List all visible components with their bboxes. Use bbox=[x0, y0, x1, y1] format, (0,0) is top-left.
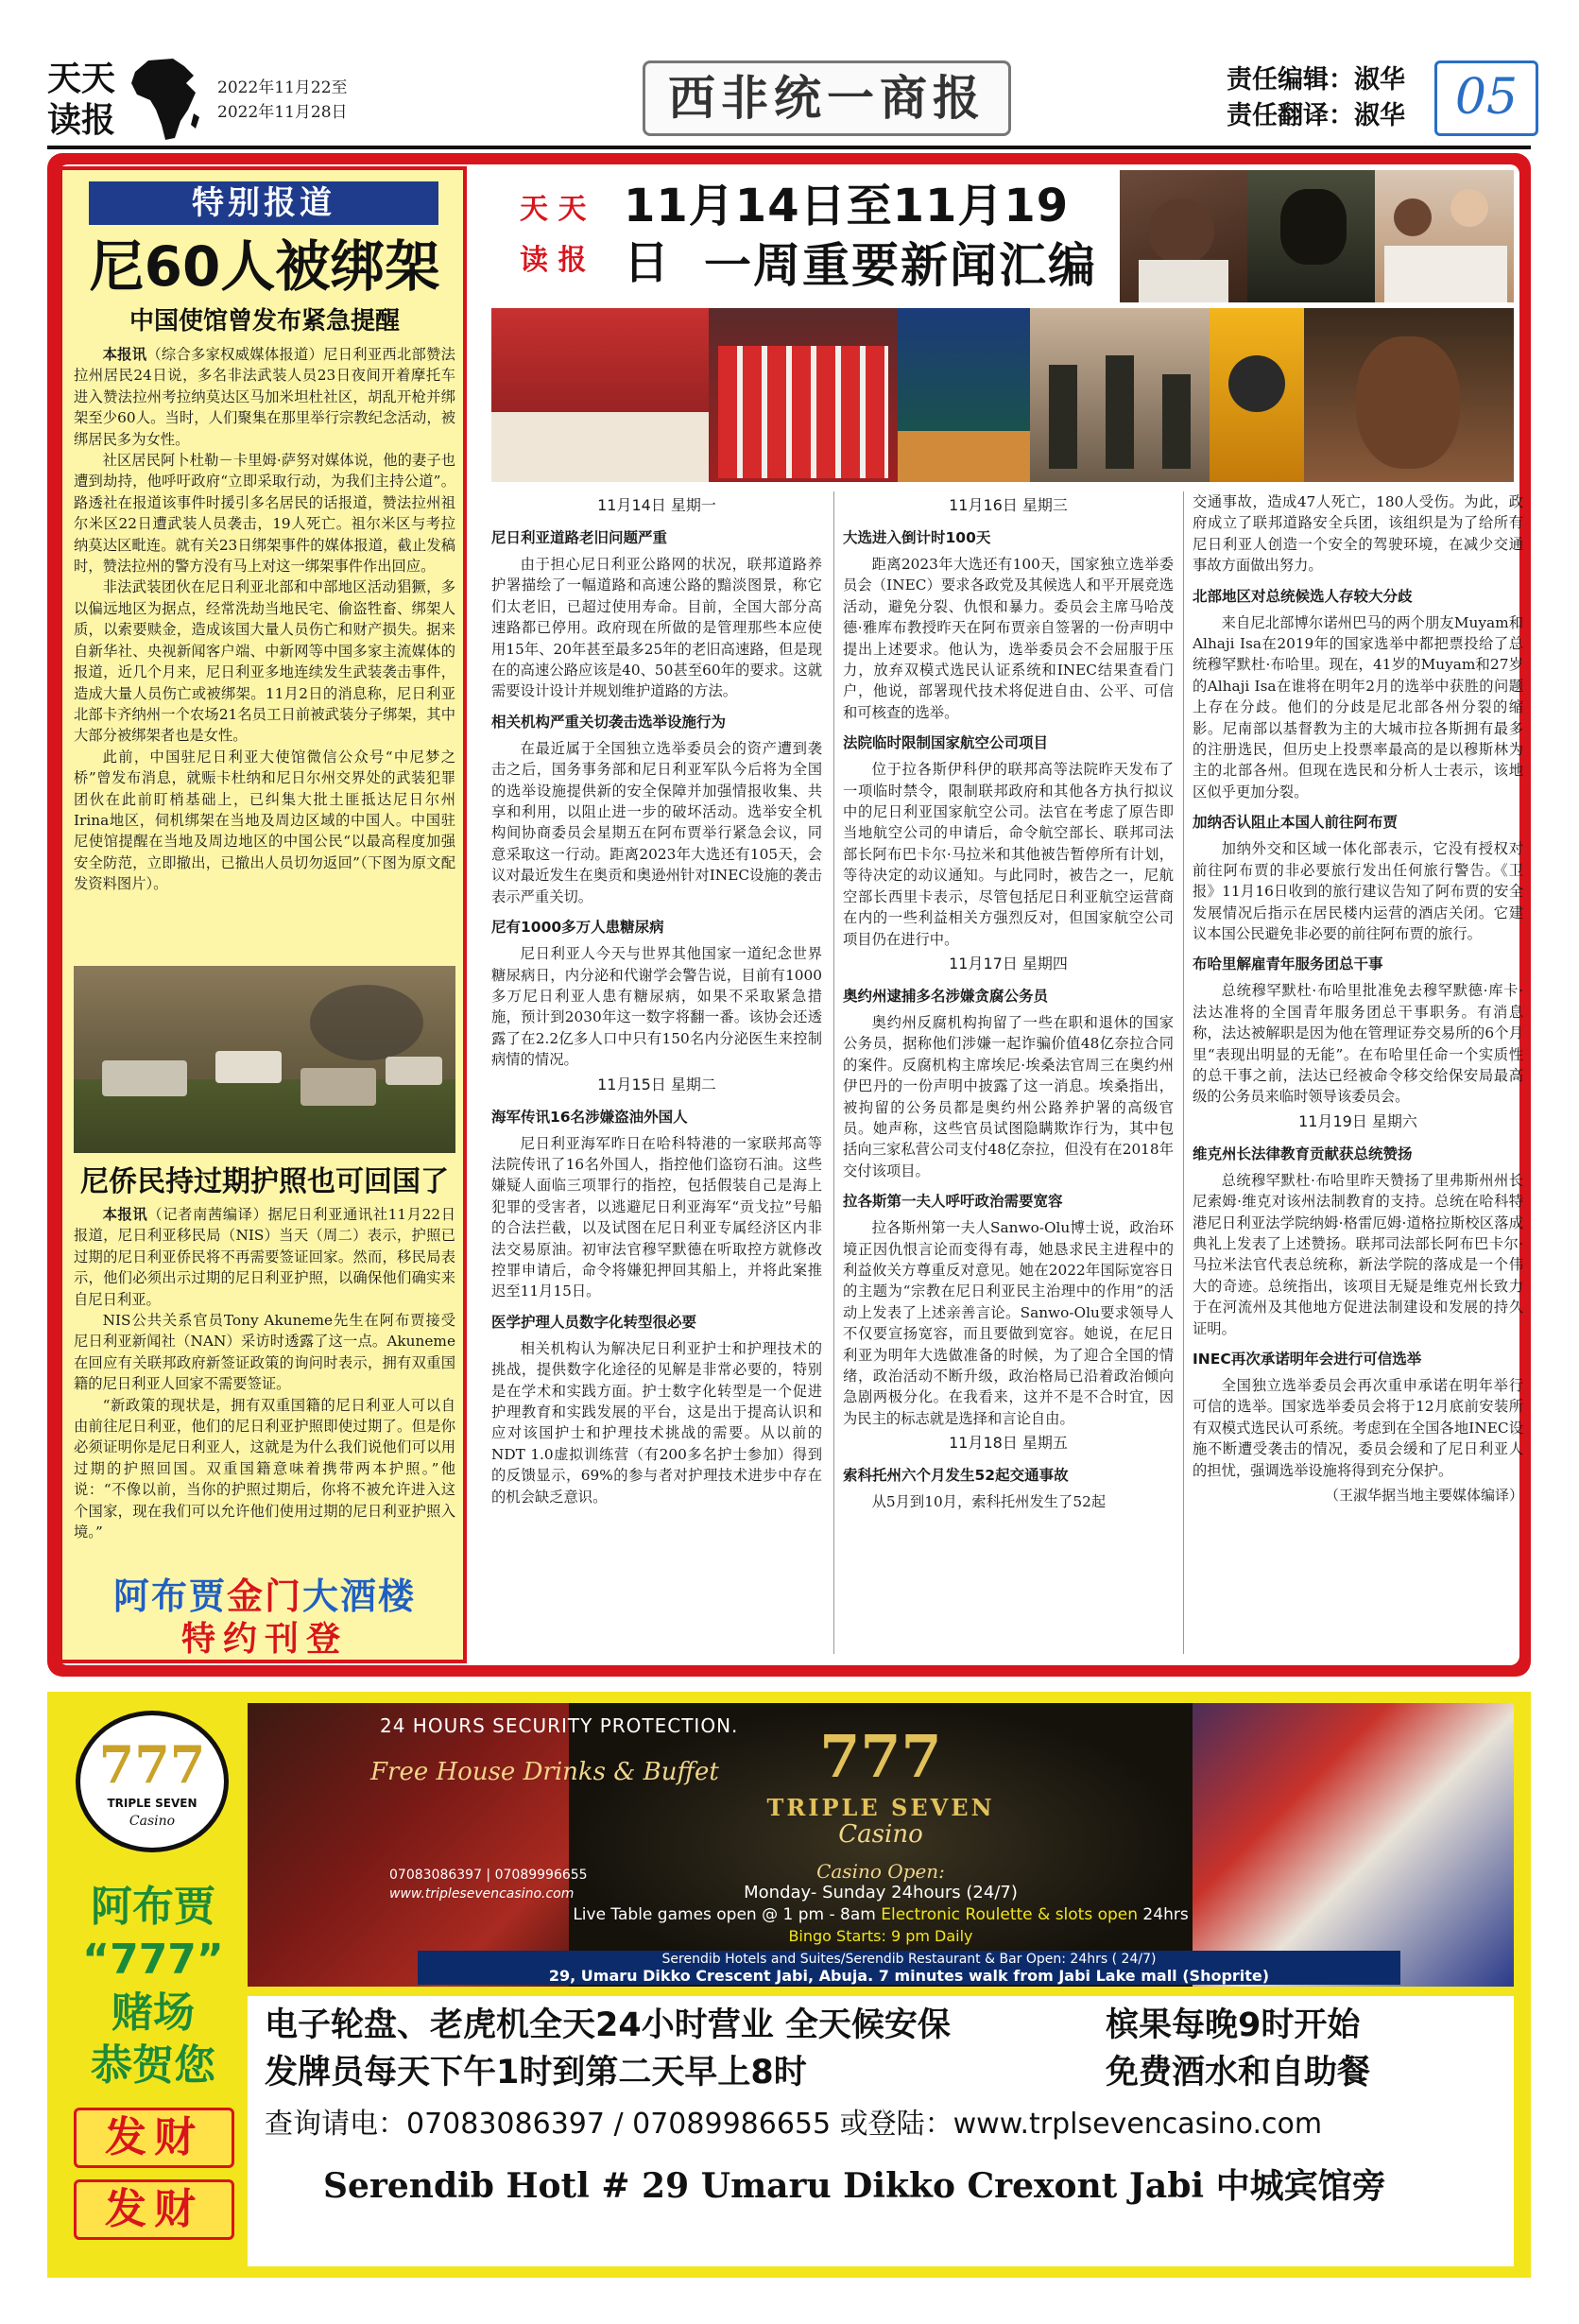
casino-title-sub: Casino bbox=[838, 1820, 923, 1849]
story-tag: 本报讯 bbox=[102, 1206, 148, 1223]
africa-map-icon bbox=[128, 55, 203, 145]
story-paragraph: “新政策的现状是，拥有双重国籍的尼日利亚人可以自由前往尼日利亚，他们的尼日利亚护照即使过期了。但是你必须证明你是尼日利亚人，这就是为什么我们说他们可以用过期的护照回国。双重国籍意味着携带两本护照。”他说：“不像以前，当你的护照过期后，你将不被允许进入这个国家，现在我们可以允许他们使用过期的尼日利亚护照入境。” bbox=[74, 1396, 455, 1541]
brand-line-2: 读报 bbox=[47, 101, 116, 140]
ad-slogan bbox=[59, 1881, 248, 2092]
news-headline: 布哈里解雇青年服务团总干事 bbox=[1193, 955, 1383, 973]
ad-line: 免费酒水和自助餐 bbox=[1106, 2054, 1371, 2092]
ad-left-panel bbox=[59, 1711, 248, 2268]
photo-banquet bbox=[491, 308, 709, 482]
casino-logo-name: TRIPLE SEVEN bbox=[107, 1797, 197, 1810]
banner-date-range: 11月14日至11月19日 bbox=[624, 180, 1070, 289]
section-label: 特别报道 bbox=[89, 181, 438, 225]
photo-tables-shape bbox=[491, 412, 709, 482]
ad-address: Serendib Hotl # 29 Umaru Dikko Crexont Jabi 中城宾馆旁 bbox=[323, 2166, 1386, 2206]
photo-man bbox=[1120, 170, 1247, 302]
page-header bbox=[47, 55, 1531, 151]
photo-lens-shape bbox=[1228, 355, 1285, 412]
news-headline: 法院临时限制国家航空公司项目 bbox=[843, 734, 1049, 752]
ad-line: 槟果每晚9时开始 bbox=[1106, 2006, 1361, 2044]
photo-vehicle bbox=[300, 1068, 376, 1106]
photo-girl bbox=[1304, 308, 1514, 482]
day-heading: 11月19日 星期六 bbox=[1298, 1111, 1417, 1130]
casino-photo-banner bbox=[248, 1703, 1514, 1987]
photo-soldier-shape bbox=[1049, 365, 1077, 469]
photo-face-shape bbox=[1394, 198, 1432, 236]
ad-line: 发牌员每天下午1时到第二天早上8时 bbox=[265, 2054, 807, 2092]
news-column-3 bbox=[1193, 491, 1523, 1506]
issue-dates bbox=[217, 76, 348, 125]
news-paragraph: 在最近属于全国独立选举委员会的资产遭到袭击之后，国务事务部和尼日利亚军队今后将为全国的选举设施提供新的安全保障并加强情报收集、共享和利用，以阻止进一步的破坏活动。选举安全机构间协商委员会星期五在阿布贾举行紧急会议，同意采取这一行动。距离2023年大选还有105天，会议对最近发生在奥贡和奥逊州针对INEC设施的袭击表示严重关切。 bbox=[491, 739, 822, 905]
banner-tag-1: 天 天 bbox=[520, 193, 587, 226]
news-headline: 索科托州六个月发生52起交通事故 bbox=[843, 1467, 1069, 1485]
sponsor-name bbox=[74, 1575, 455, 1618]
ad-slogan-line: “777” bbox=[82, 1936, 224, 1984]
photo-gorilla-shape bbox=[1280, 189, 1347, 265]
casino-advertisement bbox=[47, 1692, 1531, 2278]
news-paragraph: 总统穆罕默杜·布哈里昨天赞扬了里弗斯州州长尼索姆·维克对该州法制教育的支持。总统在哈科特港尼日利亚法学院纳姆·格雷厄姆·道格拉斯校区落成典礼上发表了上述赞扬。联邦司法部长阿布巴卡尔·马拉米法官代表总统称，新法学院的落成是一个伟大的奇迹。总统指出，该项目无疑是维克州长致力于在河流州及其他地方促进法制建设和发展的持久证明。 bbox=[1193, 1171, 1523, 1337]
brand-line-1: 天天 bbox=[47, 60, 116, 98]
hotel-hours: Serendib Hotels and Suites/Serendib Restaurant & Bar Open: 24hrs ( 24/7) bbox=[661, 1952, 1157, 1967]
photo-soldier-shape bbox=[1106, 355, 1134, 469]
photo-shirt-shape bbox=[1139, 260, 1228, 302]
security-text: 24 HOURS SECURITY PROTECTION. bbox=[380, 1714, 739, 1737]
photo-soldier-shape bbox=[1162, 374, 1191, 469]
sponsor-tagline: 特约刊登 bbox=[180, 1620, 348, 1659]
news-paragraph: 总统穆罕默杜·布哈里批准免去穆罕默德·库卡·法达准将的全国青年服务团总干事职务。有消息称，法达被解职是因为他在管理证券交易所的6个月里“表现出明显的无能”。在布哈里任命一个实质性的总干事之前，法达已经被命令移交给保安局最高级的公务员来临时领导该委员会。 bbox=[1193, 982, 1523, 1106]
news-paragraph: 距离2023年大选还有100天，国家独立选举委员会（INEC）要求各政党及其候选人和平开展竞选活动，避免分裂、仇恨和暴力。委员会主席马哈茂德·雅库布教授昨天在阿布贾亲自签署的一份声明中提出上述要求。他认为，选举委员会不会屈服于压力，放弃双模式选民认证系统和INEC结果查看门户，他说，部署现代技术将促进自由、公平、可信和可核查的选举。 bbox=[843, 556, 1174, 721]
photo-pageant bbox=[1375, 170, 1514, 302]
live-table-text: Live Table games open @ 1 pm - 8am bbox=[573, 1905, 882, 1924]
photo-basketball bbox=[898, 308, 1030, 482]
casino-open-label: Casino Open: bbox=[816, 1860, 945, 1883]
news-headline: 大选进入倒计时100天 bbox=[843, 529, 991, 546]
news-headline: 拉各斯第一夫人呼吁政治需要宽容 bbox=[843, 1193, 1063, 1211]
small-website-text: www.triplesevencasino.com bbox=[389, 1886, 575, 1902]
news-paragraph: 由于担心尼日利亚公路网的状况，联邦道路养护署描绘了一幅道路和高速公路的黯淡图景，称它们太老旧，已超过使用寿命。目前，全国大部分高速路都已停用。政府现在所做的是管理那些本应使用15年、20年甚至最多25年的老旧高速路，但是现在的高速公路应该是40、50甚至60年的要求。这就需要设计设计并规划维护道路的方法。 bbox=[491, 556, 822, 700]
news-paragraph: 奥约州反腐机构拘留了一些在职和退休的国家公务员，据称他们涉嫌一起诈骗价值48亿奈拉合同的案件。反腐机构主席埃尼·埃桑法官周三在奥约州伊巴丹的一份声明中披露了这一消息。埃桑指出，被拘留的公务员都是奥约州公路养护署的高级官员。她声称，这些官员试图隐瞒欺诈行为，其中包括向三家私营公司支付48亿奈拉，但没有在2018年交付该项目。 bbox=[843, 1013, 1174, 1179]
free-drinks-text: Free House Drinks & Buffet bbox=[370, 1758, 719, 1786]
masthead: 西非统一商报 bbox=[643, 60, 1011, 136]
photo-face-shape bbox=[1148, 198, 1214, 265]
sponsor-promo bbox=[74, 1575, 455, 1661]
story-expired-passport bbox=[74, 1204, 455, 1543]
news-paragraph: 相关机构认为解决尼日利亚护士和护理技术的挑战，提供数字化途径的见解是非常必要的，特别是在学术和实践方面。护士数字化转型是一个促进护理教育和实践发展的平台，这是出于提高认识和应对该国护士和护理技术挑战的需要。从以前的NDT 1.0虚拟训练营（有200多名护士参加）得到的反馈显示，69%的参与者对护理技术进步中存在的机会缺乏意识。 bbox=[491, 1339, 822, 1506]
ad-chinese-text bbox=[248, 1996, 1514, 2266]
photo-face-shape bbox=[1356, 336, 1460, 469]
banner-title: 一周重要新闻汇编 bbox=[704, 238, 1097, 293]
column-divider bbox=[833, 491, 834, 1654]
photo-soldiers bbox=[1030, 308, 1210, 482]
story-paragraph bbox=[74, 344, 455, 450]
news-paragraph: 加纳外交和区域一体化部表示，它没有授权对前往阿布贾的非必要旅行发出任何旅行警告。《卫报》11月16日收到的旅行建议告知了阿布贾的安全发展情况后指示在居民楼内运营的酒店关闭。它建议本国公民避免非必要的前往阿布贾的旅行。 bbox=[1193, 840, 1523, 942]
news-headline: 北部地区对总统候选人存较大分歧 bbox=[1193, 587, 1413, 605]
photo-court-shape bbox=[898, 431, 1030, 482]
casino-title-name: TRIPLE SEVEN bbox=[766, 1794, 995, 1821]
photo-smoke bbox=[310, 985, 423, 1060]
story-kidnapping bbox=[74, 344, 455, 895]
story-paragraph: 此前，中国驻尼日利亚大使馆微信公众号“中尼梦之桥”曾发布消息，就赈卡杜纳和尼日尔州交界处的武装犯罪团伙在此前盯梢基础上，已纠集大批土匪抵达尼日尔州Irina地区，伺机绑架在当地及周边区域的中国人。中国驻尼使馆提醒在当地及周边地区的中国公民“以最高程度加强安全防范，立即撤出，已撤出人员切勿返回”（下图为原文配发资料图片）。 bbox=[74, 748, 455, 893]
casino-logo-sub: Casino bbox=[129, 1814, 176, 1829]
story-text: （综合多家权威媒体报道）尼日利亚西北部赞法拉州居民24日说，多名非法武装人员23日夜间开着摩托车进入赞法拉州考拉纳莫达区马加米坦杜社区，胡乱开枪并绑架至少60人。当时，人们聚集在那里举行宗教纪念活动，被绑居民多为女性。 bbox=[74, 346, 455, 448]
news-paragraph: 全国独立选举委员会再次重申承诺在明年举行可信的选举。国家选举委员会将于12月底前安装所有双模式选民认可系统。考虑到在全国各地INEC设施不断遭受袭击的情况，委员会缓和了尼日利亚人的担忧，强调选举设施将得到充分保护。 bbox=[1193, 1377, 1523, 1479]
sponsor-name-part: 阿布贾 bbox=[112, 1575, 227, 1617]
banner-tag-2: 读 报 bbox=[520, 244, 587, 277]
weekly-roundup-banner bbox=[491, 170, 1514, 482]
headline-kidnapping: 尼60人被绑架 bbox=[89, 234, 440, 299]
casino-logo bbox=[76, 1711, 229, 1852]
day-heading: 11月18日 星期五 bbox=[949, 1434, 1068, 1453]
photo-choir-shape bbox=[718, 346, 888, 478]
news-column-2 bbox=[843, 491, 1174, 1513]
day-heading: 11月16日 星期三 bbox=[949, 496, 1068, 514]
news-paragraph: 尼日利亚海军昨日在哈科特港的一家联邦高等法院传讯了16名外国人，指控他们盗窃石油。这些嫌疑人面临三项罪行的指控，包括假装自己是海上犯罪的受害者，以逃避尼日利亚海军“贡戈拉”号船的合法拦截，以及试图在尼日利亚专属经济区内非法交易原油。初审法官穆罕默德在听取控方就修改控罪申请后，命令将嫌犯押回其船上，并将此案推迟至11月15日。 bbox=[491, 1134, 822, 1300]
photo-choir bbox=[709, 308, 898, 482]
headline-expired-passport: 尼侨民持过期护照也可回国了 bbox=[80, 1165, 449, 1198]
roulette-hours: 24hrs bbox=[1138, 1905, 1189, 1924]
news-headline: 加纳否认阻止本国人前往阿布贾 bbox=[1193, 814, 1399, 832]
ad-slogan-line: 恭贺您 bbox=[91, 2041, 215, 2090]
editor-credits bbox=[1227, 62, 1405, 134]
page-number: 05 bbox=[1434, 60, 1538, 136]
subhead-embassy-warning: 中国使馆曾发布紧急提醒 bbox=[129, 307, 400, 336]
banner-title-box bbox=[491, 170, 1115, 302]
translator-credit: 责任翻译：淑华 bbox=[1227, 101, 1405, 130]
small-phone-text: 07083086397 | 07089996655 bbox=[389, 1868, 588, 1883]
news-paragraph: 尼日利亚人今天与世界其他国家一道纪念世界糖尿病日，内分泌和代谢学会警告说，目前有1000多万尼日利亚人患有糖尿病，如果不采取紧急措施，预计到2030年这一数字将翻一番。该协会还透露了在2.2亿多人口中只有150名内分泌医生来控制病情的情况。 bbox=[491, 945, 822, 1069]
ad-line: 电子轮盘、老虎机全天24小时营业 全天候安保 bbox=[265, 2006, 951, 2044]
hotel-address: 29, Umaru Dikko Crescent Jabi, Abuja. 7 minutes walk from Jabi Lake mall (Shoprite) bbox=[548, 1967, 1270, 1985]
casino-logo-number: 777 bbox=[98, 1734, 206, 1795]
column-divider bbox=[1183, 491, 1184, 1654]
news-paragraph: 从5月到10月，索科托州发生了52起 bbox=[871, 1493, 1107, 1511]
accident-scene-photo bbox=[74, 966, 455, 1153]
photo-vehicle bbox=[102, 1060, 187, 1096]
hotel-bar bbox=[418, 1951, 1400, 1985]
header-rule bbox=[47, 146, 1531, 149]
issue-date-end: 2022年11月28日 bbox=[217, 103, 348, 122]
news-headline: 尼日利亚道路老旧问题严重 bbox=[491, 529, 668, 546]
news-paragraph: 来自尼北部博尔诺州巴马的两个朋友Muyam和Alhaji Isa在2019年的国家选举中都把票投给了总统穆罕默杜·布哈里。现在，41岁的Muyam和27岁的Alhaji Isa在谁将在明年2月的选举中获胜的问题上存在分歧。他们的分歧是尼北部各州分裂的缩影。尼南部以基督教为主的大城市拉各斯拥有最多的注册选民，但历史上投票率最高的是以穆斯林为主的北部各州。但现在选民和分析人士表示，该地区似乎更加分裂。 bbox=[1193, 613, 1523, 800]
news-paragraph: 交通事故，造成47人死亡，180人受伤。为此，政府成立了联邦道路安全兵团，该组织是为了给所有尼日利亚人创造一个安全的驾驶环境，在减少交通事故方面做出努力。 bbox=[1193, 493, 1523, 575]
issue-date-start: 2022年11月22至 bbox=[217, 78, 348, 97]
day-heading: 11月14日 星期一 bbox=[597, 496, 716, 514]
sponsor-name-part: 金门 bbox=[226, 1575, 302, 1617]
photo-camera-flash bbox=[1210, 308, 1304, 482]
story-paragraph: 社区居民阿卜杜勒－卡里姆·萨努对媒体说，他的妻子也遭到劫持，他呼吁政府“立即采取行动，为我们主持公道”。路透社在报道该事件时援引多名居民的话报道，赞法拉州祖尔米区22日遭武装人员袭击，19人死亡。祖尔米区与考拉纳莫达区毗连。就有关23日绑架事件的媒体报道，截止发稿时，赞法拉州的警方没有马上对这一绑架事件作出回应。 bbox=[74, 452, 455, 576]
news-paragraph: 拉各斯州第一夫人Sanwo-Olu博士说，政治环境正因仇恨言论而变得有毒，她恳求民主进程中的利益攸关方尊重反对意见。她在2022年国际宽容日的主题为“宗教在尼日利亚民主治理中的作用”的活动上发表了上述亲善言论。Sanwo-Olu要求领导人不仅要宣扬宽容，而且要做到宽容。她说，在尼日利亚为明年大选做准备的时候，为了迎合全国的情绪，政治活动不断升级，政治格局已沿着政治倾向急剧两极分化。在我看来，这并不是不合时宜，因为民主的标志就是选择和言论自由。 bbox=[843, 1219, 1174, 1427]
story-text: （记者南茜编译）据尼日利亚通讯社11月22日报道，尼日利亚移民局（NIS）当天（周二）表示，护照已过期的尼日利亚侨民将不再需要签证回家。然而，移民局表示，他们必须出示过期的尼日利亚护照，以确保他们确实来自尼日利亚。 bbox=[74, 1206, 455, 1308]
ad-contact: 查询请电：07083086397 / 07089986655 或登陆：www.trplsevencasino.com bbox=[265, 2108, 1323, 2141]
story-paragraph: NIS公共关系官员Tony Akuneme先生在阿布贾接受尼日利亚新闻社（NAN）采访时透露了这一点。Akuneme在回应有关联邦政府新签证政策的询问时表示，拥有双重国籍的尼日利亚人回家不需要签证。 bbox=[74, 1312, 455, 1393]
news-headline: 相关机构严重关切袭击选举设施行为 bbox=[491, 713, 727, 731]
roulette-text: Electronic Roulette & slots open bbox=[881, 1905, 1139, 1924]
news-headline: 海军传讯16名涉嫌盗油外国人 bbox=[491, 1108, 688, 1126]
photo-vehicle bbox=[386, 1057, 442, 1085]
photo-face-shape bbox=[1450, 189, 1488, 227]
compiler-credit: （王淑华据当地主要媒体编译） bbox=[1324, 1487, 1523, 1505]
news-column-1 bbox=[491, 491, 822, 1507]
news-headline: 维克州长法律教育贡献获总统赞扬 bbox=[1193, 1145, 1413, 1162]
story-tag: 本报讯 bbox=[102, 346, 147, 363]
brand-logo bbox=[47, 59, 115, 142]
ad-slogan-line: 阿布贾 bbox=[91, 1883, 215, 1931]
casino-title-number: 777 bbox=[819, 1722, 942, 1791]
news-headline: 尼有1000多万人患糖尿病 bbox=[491, 919, 664, 937]
special-report-column bbox=[59, 166, 467, 1663]
photo-vehicle bbox=[215, 1051, 282, 1083]
news-headline: INEC再次承诺明年会进行可信选举 bbox=[1193, 1351, 1422, 1368]
sponsor-name-part: 大酒楼 bbox=[302, 1575, 417, 1617]
photo-dress-shape bbox=[1384, 246, 1507, 302]
news-paragraph: 位于拉各斯伊科伊的联邦高等法院昨天发布了一项临时禁令，限制联邦政府和其他各方执行拟议中的尼日利亚国家航空公司。法官在考虑了原告即当地航空公司的申请后，命令航空部长、联邦司法部长阿布巴卡尔·马拉米和其他被告暂停所有计划，等待决定的动议通知。与此同时，被告之一，尼航空部长西里卡表示，尽管包括尼日利亚航空运营商在内的一些利益相关方强烈反对，但国家航空公司项目仍在进行中。 bbox=[843, 761, 1174, 948]
story-paragraph: 非法武装团伙在尼日利亚北部和中部地区活动猖獗，多以偏远地区为据点，经常洗劫当地民宅、偷盗牲畜、绑架人质，以索要赎金，造成该国大量人员伤亡和财产损失。据来自新华社、央视新闻客户端、中新网等中国多家主流媒体的报道，近几个月来，尼日利亚多地连续发生武装袭击事件，造成大量人员伤亡或被绑架。11月2日的消息称，尼日利亚北部卡齐纳州一个农场21名员工日前被武装分子绑架，其中大部分被绑架者也是女性。 bbox=[74, 578, 455, 745]
casino-hours: Monday- Sunday 24hours (24/7) bbox=[744, 1883, 1018, 1902]
news-headline: 奥约州逮捕多名涉嫌贪腐公务员 bbox=[843, 987, 1049, 1005]
bingo-hours: Bingo Starts: 9 pm Daily bbox=[788, 1927, 973, 1945]
day-heading: 11月15日 星期二 bbox=[597, 1075, 716, 1093]
live-table-hours bbox=[531, 1904, 1230, 1925]
facai-badge: 发财 bbox=[74, 2179, 234, 2240]
story-paragraph bbox=[74, 1204, 455, 1310]
day-heading: 11月17日 星期四 bbox=[949, 954, 1068, 973]
news-headline: 医学护理人员数字化转型很必要 bbox=[491, 1313, 697, 1331]
facai-badge: 发财 bbox=[74, 2108, 234, 2168]
editor-credit: 责任编辑：淑华 bbox=[1227, 65, 1405, 95]
photo-gorilla bbox=[1247, 170, 1375, 302]
ad-slogan-line: 赌场 bbox=[112, 1988, 195, 2037]
